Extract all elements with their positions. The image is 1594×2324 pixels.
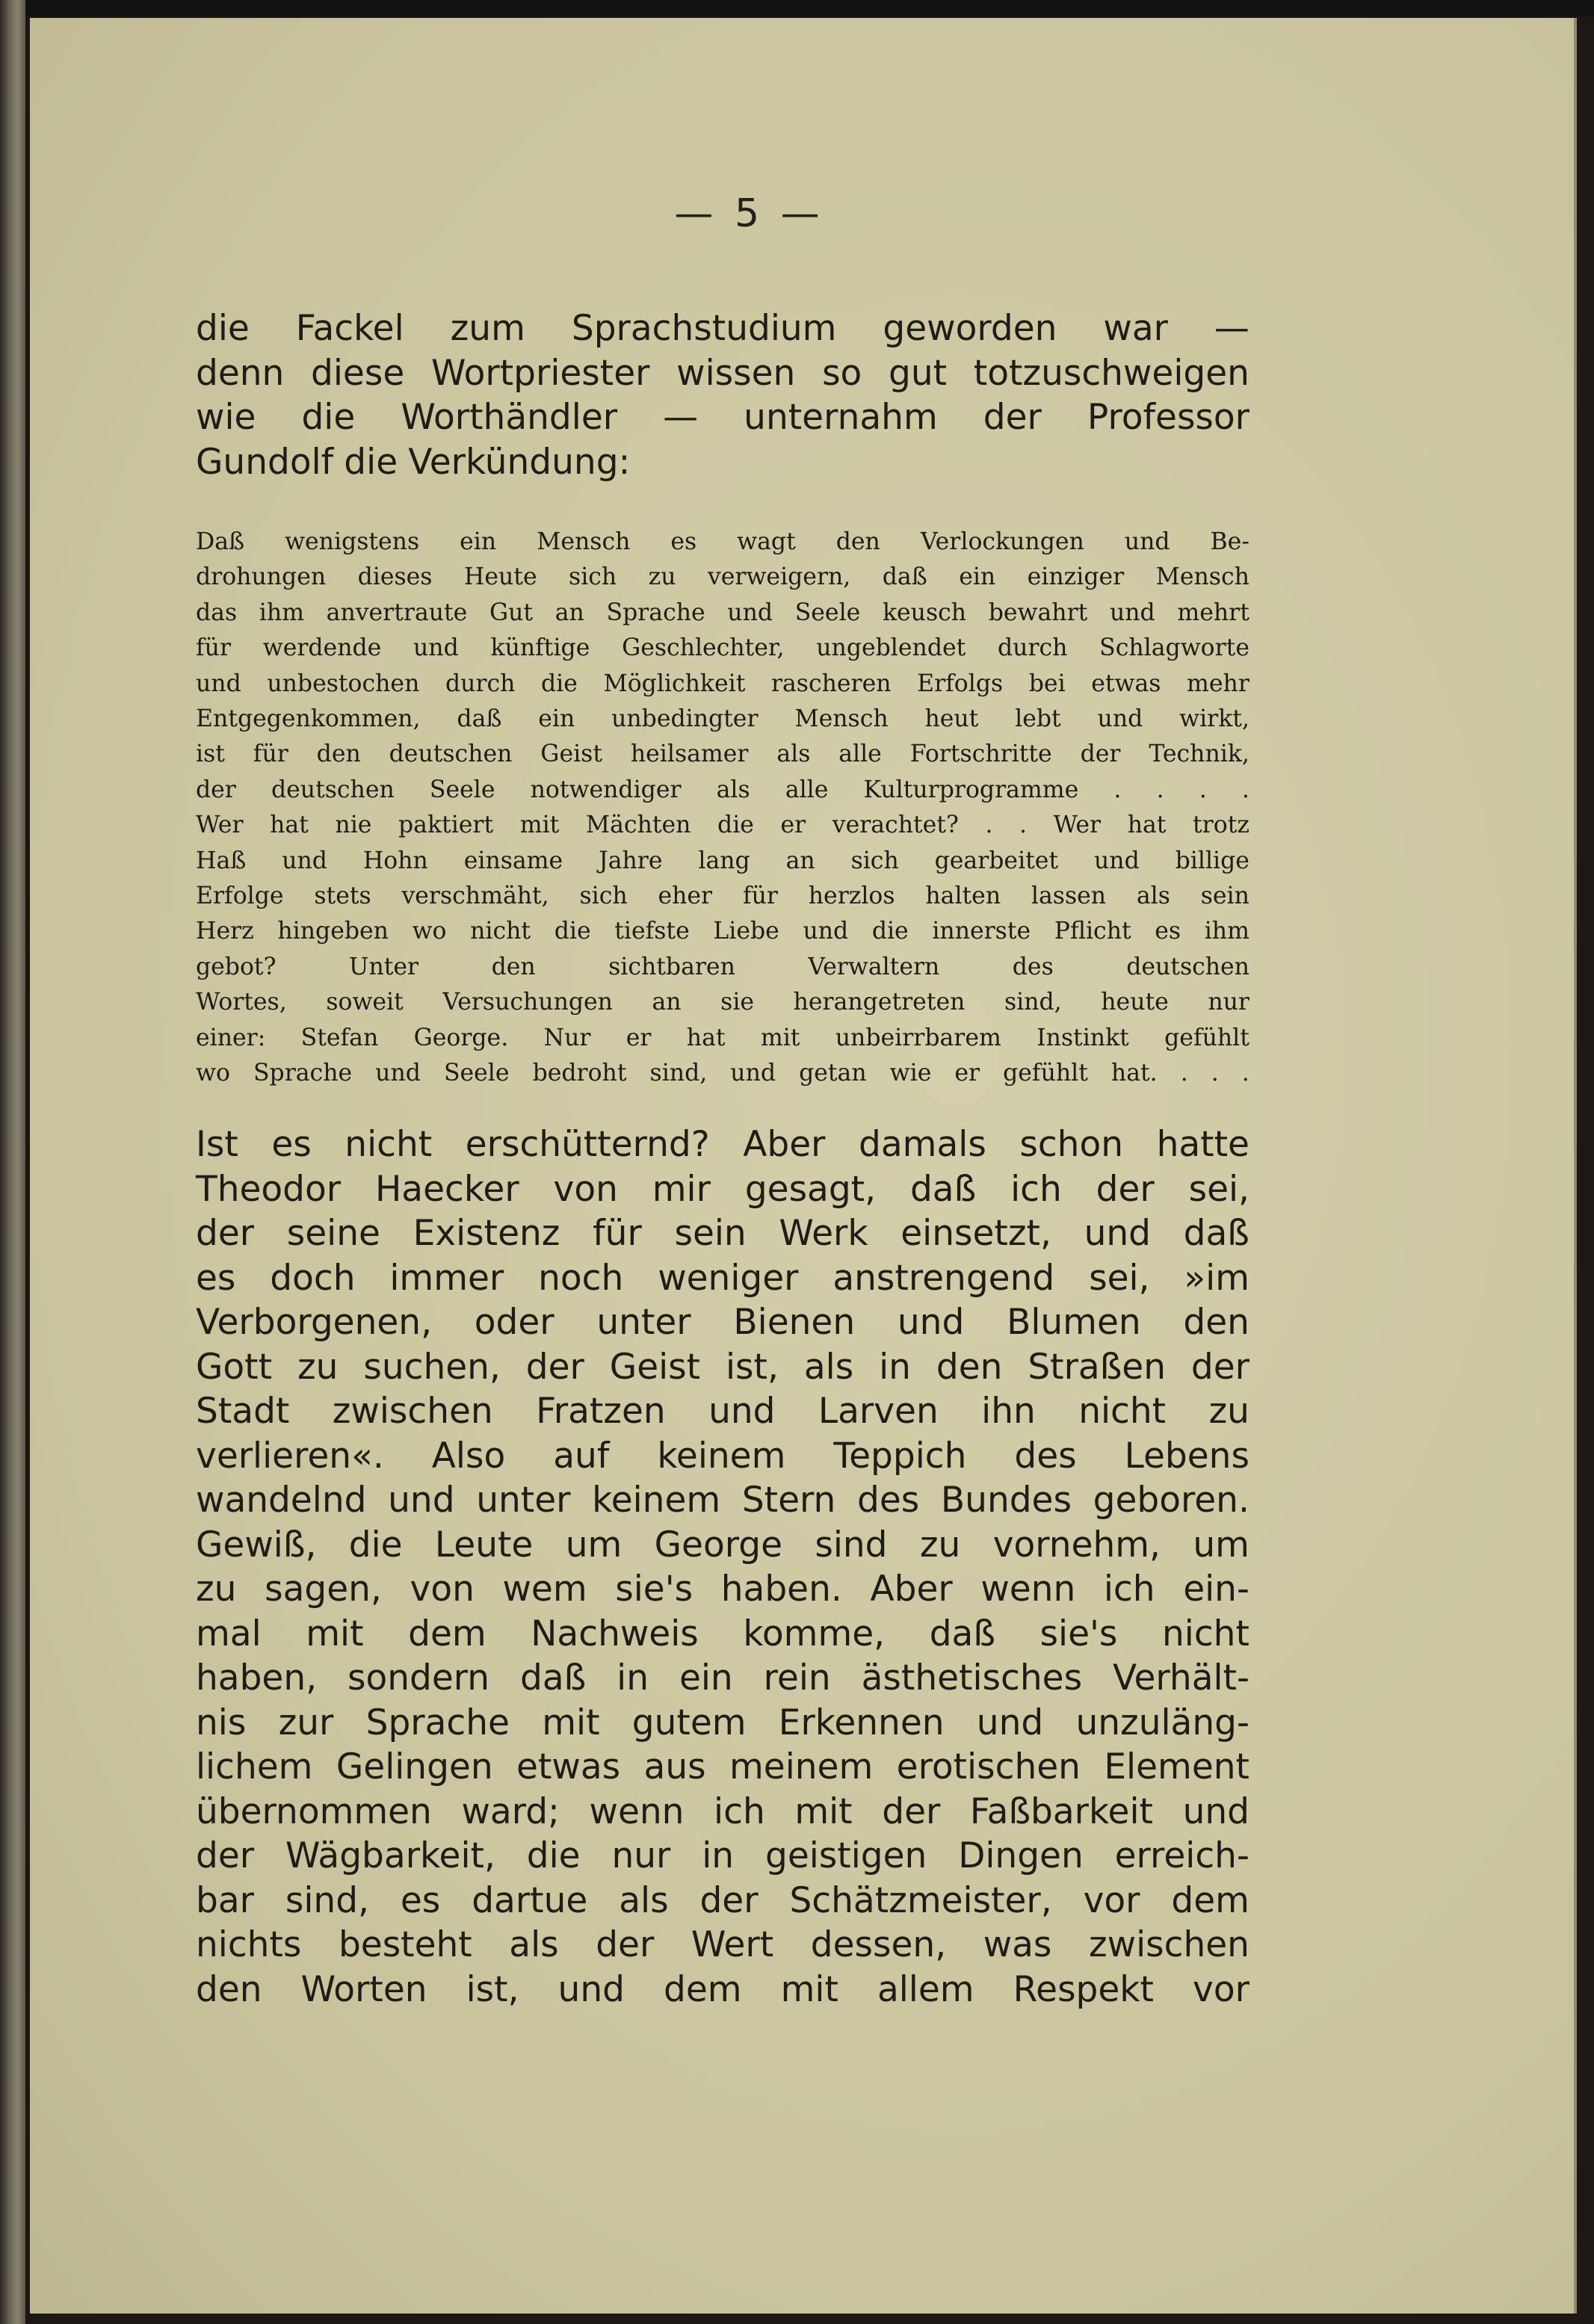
text-line: der deutschen Seele notwendiger als alle Kulturprogramme . . . .: [196, 776, 1249, 803]
text-line: und unbestochen durch die Möglichkeit rascheren Erfolgs bei etwas mehr: [196, 670, 1249, 697]
book-spine-edge: [0, 0, 25, 2324]
text-line: ist für den deutschen Geist heilsamer als alle Fortschritte der Technik,: [196, 741, 1249, 768]
text-line: Theodor Haecker von mir gesagt, daß ich der sei,: [196, 1168, 1249, 1210]
quoted-passage: [196, 525, 1249, 1092]
intro-paragraph: [196, 306, 1249, 484]
text-line: Gewiß, die Leute um George sind zu vornehm, um: [196, 1524, 1249, 1566]
scan-top-edge: [25, 0, 1594, 16]
text-line: lichem Gelingen etwas aus meinem erotischen Element: [196, 1746, 1249, 1787]
text-line: Ist es nicht erschütternd? Aber damals schon hatte: [196, 1124, 1249, 1165]
page-number: — 5 —: [674, 191, 824, 236]
text-line: Gott zu suchen, der Geist ist, als in den Straßen der: [196, 1346, 1249, 1388]
text-line: Erfolge stets verschmäht, sich eher für herzlos halten lassen als sein: [196, 883, 1249, 910]
text-line: zu sagen, von wem sie's haben. Aber wenn ich ein-: [196, 1569, 1249, 1610]
text-line: es doch immer noch weniger anstrengend sei, »im: [196, 1257, 1249, 1299]
text-line: Verborgenen, oder unter Bienen und Blumen den: [196, 1302, 1249, 1343]
text-line: nichts besteht als der Wert dessen, was zwischen: [196, 1924, 1249, 1965]
text-line: der Wägbarkeit, die nur in geistigen Dingen erreich-: [196, 1835, 1249, 1876]
text-line: Haß und Hohn einsame Jahre lang an sich gearbeitet und billige: [196, 847, 1249, 874]
text-line: Daß wenigstens ein Mensch es wagt den Verlockungen und Be-: [196, 528, 1249, 555]
text-line: wo Sprache und Seele bedroht sind, und getan wie er gefühlt hat. . . .: [196, 1060, 1249, 1087]
text-line: übernommen ward; wenn ich mit der Faßbarkeit und: [196, 1790, 1249, 1832]
text-line: das ihm anvertraute Gut an Sprache und Seele keusch bewahrt und mehrt: [196, 599, 1249, 626]
text-line: wie die Worthändler — unternahm der Professor: [196, 397, 1249, 438]
text-line: wandelnd und unter keinem Stern des Bundes geboren.: [196, 1480, 1249, 1521]
text-line: Wortes, soweit Versuchungen an sie herangetreten sind, heute nur: [196, 989, 1249, 1016]
text-line: haben, sondern daß in ein rein ästhetisches Verhält-: [196, 1657, 1249, 1699]
book-page: [30, 18, 1577, 2314]
text-line: den Worten ist, und dem mit allem Respekt vor: [196, 1968, 1249, 2010]
text-line: mal mit dem Nachweis komme, daß sie's nicht: [196, 1613, 1249, 1654]
text-line: Entgegenkommen, daß ein unbedingter Mensch heut lebt und wirkt,: [196, 705, 1249, 733]
text-line: einer: Stefan George. Nur er hat mit unbeirrbarem Instinkt gefühlt: [196, 1024, 1249, 1051]
main-paragraph: [196, 1122, 1249, 2012]
text-line: Stadt zwischen Fratzen und Larven ihn nicht zu: [196, 1391, 1249, 1432]
text-line: verlieren«. Also auf keinem Teppich des Lebens: [196, 1435, 1249, 1477]
text-line: Gundolf die Verkündung:: [196, 441, 631, 483]
text-line: drohungen dieses Heute sich zu verweigern, daß ein einziger Mensch: [196, 563, 1249, 591]
text-line: denn diese Wortpriester wissen so gut totzuschweigen: [196, 352, 1249, 394]
text-line: Herz hingeben wo nicht die tiefste Liebe und die innerste Pflicht es ihm: [196, 918, 1249, 945]
text-line: gebot? Unter den sichtbaren Verwaltern des deutschen: [196, 953, 1249, 980]
text-line: für werdende und künftige Geschlechter, ungeblendet durch Schlagworte: [196, 634, 1249, 662]
text-line: die Fackel zum Sprachstudium geworden war —: [196, 308, 1249, 349]
text-line: Wer hat nie paktiert mit Mächten die er verachtet? . . Wer hat trotz: [196, 812, 1249, 839]
text-line: bar sind, es dartue als der Schätzmeister, vor dem: [196, 1879, 1249, 1921]
text-line: nis zur Sprache mit gutem Erkennen und unzuläng-: [196, 1702, 1249, 1743]
text-line: der seine Existenz für sein Werk einsetzt, und daß: [196, 1213, 1249, 1254]
